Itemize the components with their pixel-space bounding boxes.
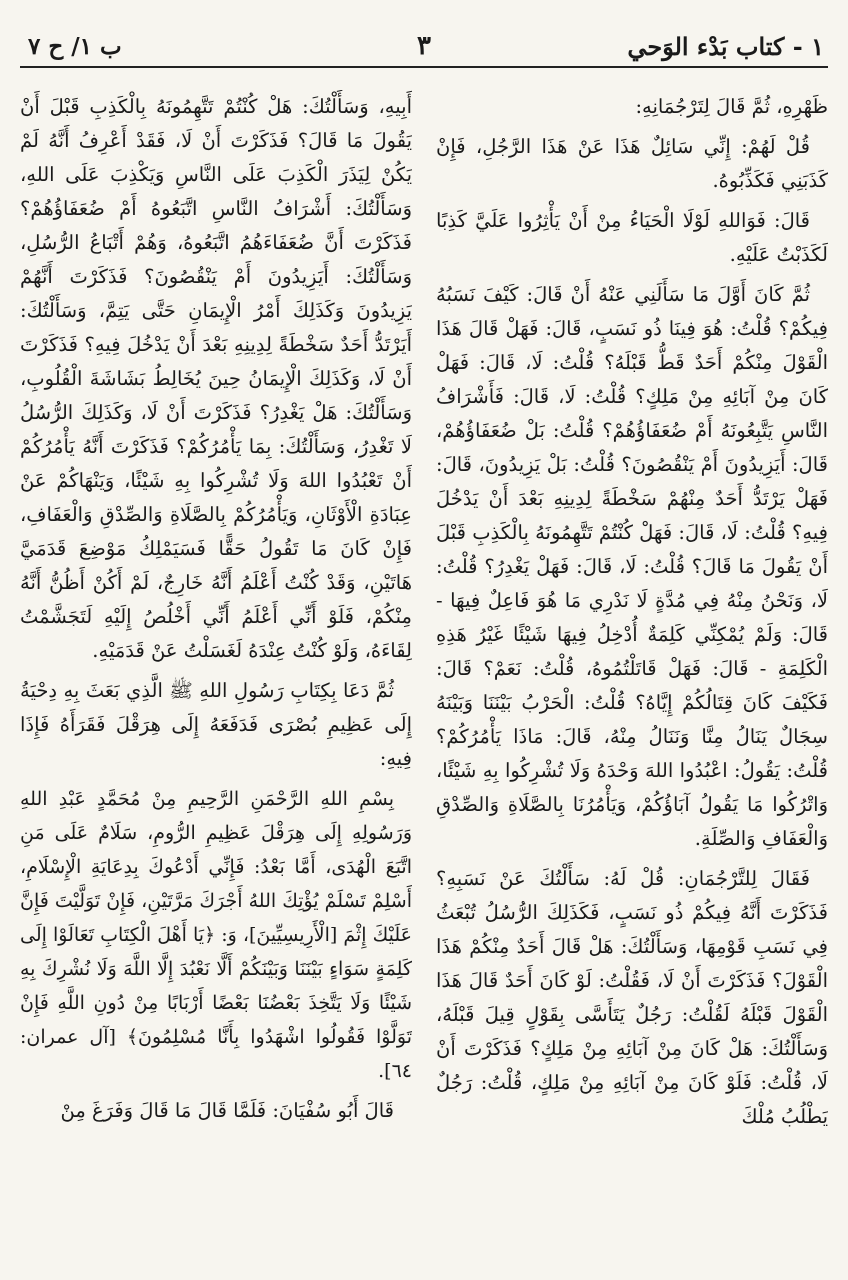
paragraph: قُلْ لَهُمْ: إِنِّي سَائِلٌ هَذَا عَنْ هَذَا الرَّجُلِ، فَإِنْ كَذَبَنِي فَكَذِّبُوهُ.	[436, 135, 828, 192]
letter-text: بِسْمِ اللهِ الرَّحْمَنِ الرَّحِيمِ مِنْ مُحَمَّدٍ عَبْدِ اللهِ وَرَسُولِهِ إِلَى هِرَقْلَ عَظِيمِ الرُّومِ، سَلَامٌ عَلَى مَنِ اتَّبَعَ الْهُدَى، أَمَّا بَعْدُ: فَإِنِّي أَدْعُوكَ بِدِعَايَةِ الْإِسْلَامِ، أَسْلِمْ تَسْلَمْ يُؤْتِكَ اللهُ أَجْرَكَ مَرَّتَيْنِ، فَإِنْ تَوَلَّيْتَ فَإِنَّ عَلَيْكَ إِثْمَ [الْأَرِيسِيِّينَ]، وَ: ﴿يَا أَهْلَ الْكِتَابِ تَعَالَوْا إِلَى كَلِمَةٍ سَوَاءٍ بَيْنَنَا وَبَيْنَكُمْ أَلَّا نَعْبُدَ إِلَّا اللَّهَ وَلَا نُشْرِكَ بِهِ شَيْئًا وَلَا يَتَّخِذَ بَعْضُنَا بَعْضًا أَرْبَابًا مِنْ دُونِ اللَّهِ فَإِنْ تَوَلَّوْا فَقُولُوا اشْهَدُوا بِأَنَّا مُسْلِمُونَ﴾ [آل عمران: ٦٤].	[20, 788, 412, 1082]
chapter-title: ١ - كتاب بَدْء الوَحي	[627, 31, 824, 61]
paragraph: أَبِيهِ، وَسَأَلْتُكَ: هَلْ كُنْتُمْ تَتَّهِمُونَهُ بِالْكَذِبِ قَبْلَ أَنْ يَقُولَ مَا قَالَ؟ فَذَكَرْتَ أَنْ لَا، فَقَدْ أَعْرِفُ أَنَّهُ لَمْ يَكُنْ لِيَذَرَ الْكَذِبَ عَلَى النَّاسِ وَيَكْذِبَ عَلَى اللهِ، وَسَأَلْتُكَ: أَشْرَافُ النَّاسِ اتَّبَعُوهُ أَمْ ضُعَفَاؤُهُمْ؟ فَذَكَرْتَ أَنَّ ضُعَفَاءَهُمُ اتَّبَعُوهُ، وَهُمْ أَتْبَاعُ الرُّسُلِ، وَسَأَلْتُكَ: أَيَزِيدُونَ أَمْ يَنْقُصُونَ؟ فَذَكَرْتَ أَنَّهُمْ يَزِيدُونَ وَكَذَلِكَ أَمْرُ الْإِيمَانِ حَتَّى يَتِمَّ، وَسَأَلْتُكَ: أَيَرْتَدُّ أَحَدٌ سَخْطَةً لِدِينِهِ بَعْدَ أَنْ يَدْخُلَ فِيهِ؟ فَذَكَرْتَ أَنْ لَا، وَكَذَلِكَ الْإِيمَانُ حِينَ يُخَالِطُ بَشَاشَةَ الْقُلُوبِ، وَسَأَلْتُكَ: هَلْ يَغْدِرُ؟ فَذَكَرْتَ أَنْ لَا، وَكَذَلِكَ الرُّسُلُ لَا تَغْدِرُ، وَسَأَلْتُكَ: بِمَا يَأْمُرُكُمْ؟ فَذَكَرْتَ أَنَّهُ يَأْمُرُكُمْ أَنْ تَعْبُدُوا اللهَ وَلَا تُشْرِكُوا بِهِ شَيْئًا، وَيَنْهَاكُمْ عَنْ عِبَادَةِ الْأَوْثَانِ، وَيَأْمُرُكُمْ بِالصَّلَاةِ وَالصِّدْقِ وَالْعَفَافِ، فَإِنْ كَانَ مَا تَقُولُ حَقًّا فَسَيَمْلِكُ مَوْضِعَ قَدَمَيَّ هَاتَيْنِ، وَقَدْ كُنْتُ أَعْلَمُ أَنَّهُ خَارِجٌ، لَمْ أَكُنْ أَظُنُّ أَنَّهُ مِنْكُمْ، فَلَوْ أَنِّي أَعْلَمُ أَنِّي أَخْلُصُ إِلَيْهِ لَتَجَشَّمْتُ لِقَاءَهُ، وَلَوْ كُنْتُ عِنْدَهُ لَغَسَلْتُ عَنْ قَدَمَيْهِ.	[20, 95, 412, 662]
paragraph: فَقَالَ لِلتَّرْجُمَانِ: قُلْ لَهُ: سَأَلْتُكَ عَنْ نَسَبِهِ؟ فَذَكَرْتَ أَنَّهُ فِيكُمْ ذُو نَسَبٍ، فَكَذَلِكَ الرُّسُلُ تُبْعَثُ فِي نَسَبِ قَوْمِهَا، وَسَأَلْتُكَ: هَلْ قَالَ أَحَدٌ مِنْكُمْ هَذَا الْقَوْلَ؟ فَذَكَرْتَ أَنْ لَا، فَقُلْتُ: لَوْ كَانَ أَحَدٌ قَالَ هَذَا الْقَوْلَ قَبْلَهُ لَقُلْتُ: رَجُلٌ يَتَأَسَّى بِقَوْلٍ قِيلَ قَبْلَهُ، وَسَأَلْتُكَ: هَلْ كَانَ مِنْ آبَائِهِ مِنْ مَلِكٍ؟ فَذَكَرْتَ أَنْ لَا، قُلْتُ: فَلَوْ كَانَ مِنْ آبَائِهِ مِنْ مَلِكٍ، قُلْتُ: رَجُلٌ يَطْلُبُ مُلْكَ	[436, 867, 828, 1128]
hadith-reference: ب ١/ ح ٧	[28, 32, 122, 60]
paragraph: قَالَ أَبُو سُفْيَانَ: فَلَمَّا قَالَ مَا قَالَ وَفَرَغَ مِنْ	[60, 1099, 394, 1122]
paragraph: ظَهْرِهِ، ثُمَّ قَالَ لِتَرْجُمَانِهِ:	[635, 95, 828, 118]
text-columns	[20, 90, 828, 1262]
paragraph: ثُمَّ كَانَ أَوَّلَ مَا سَأَلَنِي عَنْهُ أَنْ قَالَ: كَيْفَ نَسَبُهُ فِيكُمْ؟ قُلْتُ: هُوَ فِينَا ذُو نَسَبٍ، قَالَ: فَهَلْ قَالَ هَذَا الْقَوْلَ مِنْكُمْ أَحَدٌ قَطُّ قَبْلَهُ؟ قُلْتُ: لَا، قَالَ: فَهَلْ كَانَ مِنْ آبَائِهِ مِنْ مَلِكٍ؟ قُلْتُ: لَا، قَالَ: فَأَشْرَافُ النَّاسِ يَتَّبِعُونَهُ أَمْ ضُعَفَاؤُهُمْ؟ قُلْتُ: بَلْ ضُعَفَاؤُهُمْ، قَالَ: أَيَزِيدُونَ أَمْ يَنْقُصُونَ؟ قُلْتُ: بَلْ يَزِيدُونَ، قَالَ: فَهَلْ يَرْتَدُّ أَحَدٌ مِنْهُمْ سَخْطَةً لِدِينِهِ بَعْدَ أَنْ يَدْخُلَ فِيهِ؟ قُلْتُ: لَا، قَالَ: فَهَلْ كُنْتُمْ تَتَّهِمُونَهُ بِالْكَذِبِ قَبْلَ أَنْ يَقُولَ مَا قَالَ؟ قُلْتُ: لَا، قَالَ: فَهَلْ يَغْدِرُ؟ قُلْتُ: لَا، وَنَحْنُ مِنْهُ فِي مُدَّةٍ لَا نَدْرِي مَا هُوَ فَاعِلٌ فِيهَا - قَالَ: وَلَمْ يُمْكِنِّي كَلِمَةٌ أُدْخِلُ فِيهَا شَيْئًا غَيْرُ هَذِهِ الْكَلِمَةِ - قَالَ: فَهَلْ قَاتَلْتُمُوهُ، قُلْتُ: نَعَمْ؟ قَالَ: فَكَيْفَ كَانَ قِتَالُكُمْ إِيَّاهُ؟ قُلْتُ: الْحَرْبُ بَيْنَنَا وَبَيْنَهُ سِجَالٌ يَنَالُ مِنَّا وَنَنَالُ مِنْهُ، قَالَ: مَاذَا يَأْمُرُكُمْ؟ قُلْتُ: يَقُولُ: اعْبُدُوا اللهَ وَحْدَهُ وَلَا تُشْرِكُوا بِهِ شَيْئًا، وَاتْرُكُوا مَا يَقُولُ آبَاؤُكُمْ، وَيَأْمُرُنَا بِالصَّلَاةِ وَالصِّدْقِ وَالْعَفَافِ وَالصِّلَةِ.	[436, 283, 828, 850]
page-number: ٣	[417, 31, 431, 61]
right-column	[436, 90, 828, 1262]
left-column	[20, 90, 412, 1262]
paragraph: قَالَ: فَوَاللهِ لَوْلَا الْحَيَاءُ مِنْ أَنْ يَأْثِرُوا عَلَيَّ كَذِبًا لَكَذَبْتُ عَلَيْهِ.	[436, 209, 828, 266]
page-header	[20, 26, 828, 68]
paragraph: ثُمَّ دَعَا بِكِتَابِ رَسُولِ اللهِ ﷺ الَّذِي بَعَثَ بِهِ دِحْيَةُ إِلَى عَظِيمِ بُصْرَى فَدَفَعَهُ إِلَى هِرَقْلَ فَقَرَأَهُ فَإِذَا فِيهِ:	[20, 679, 412, 770]
